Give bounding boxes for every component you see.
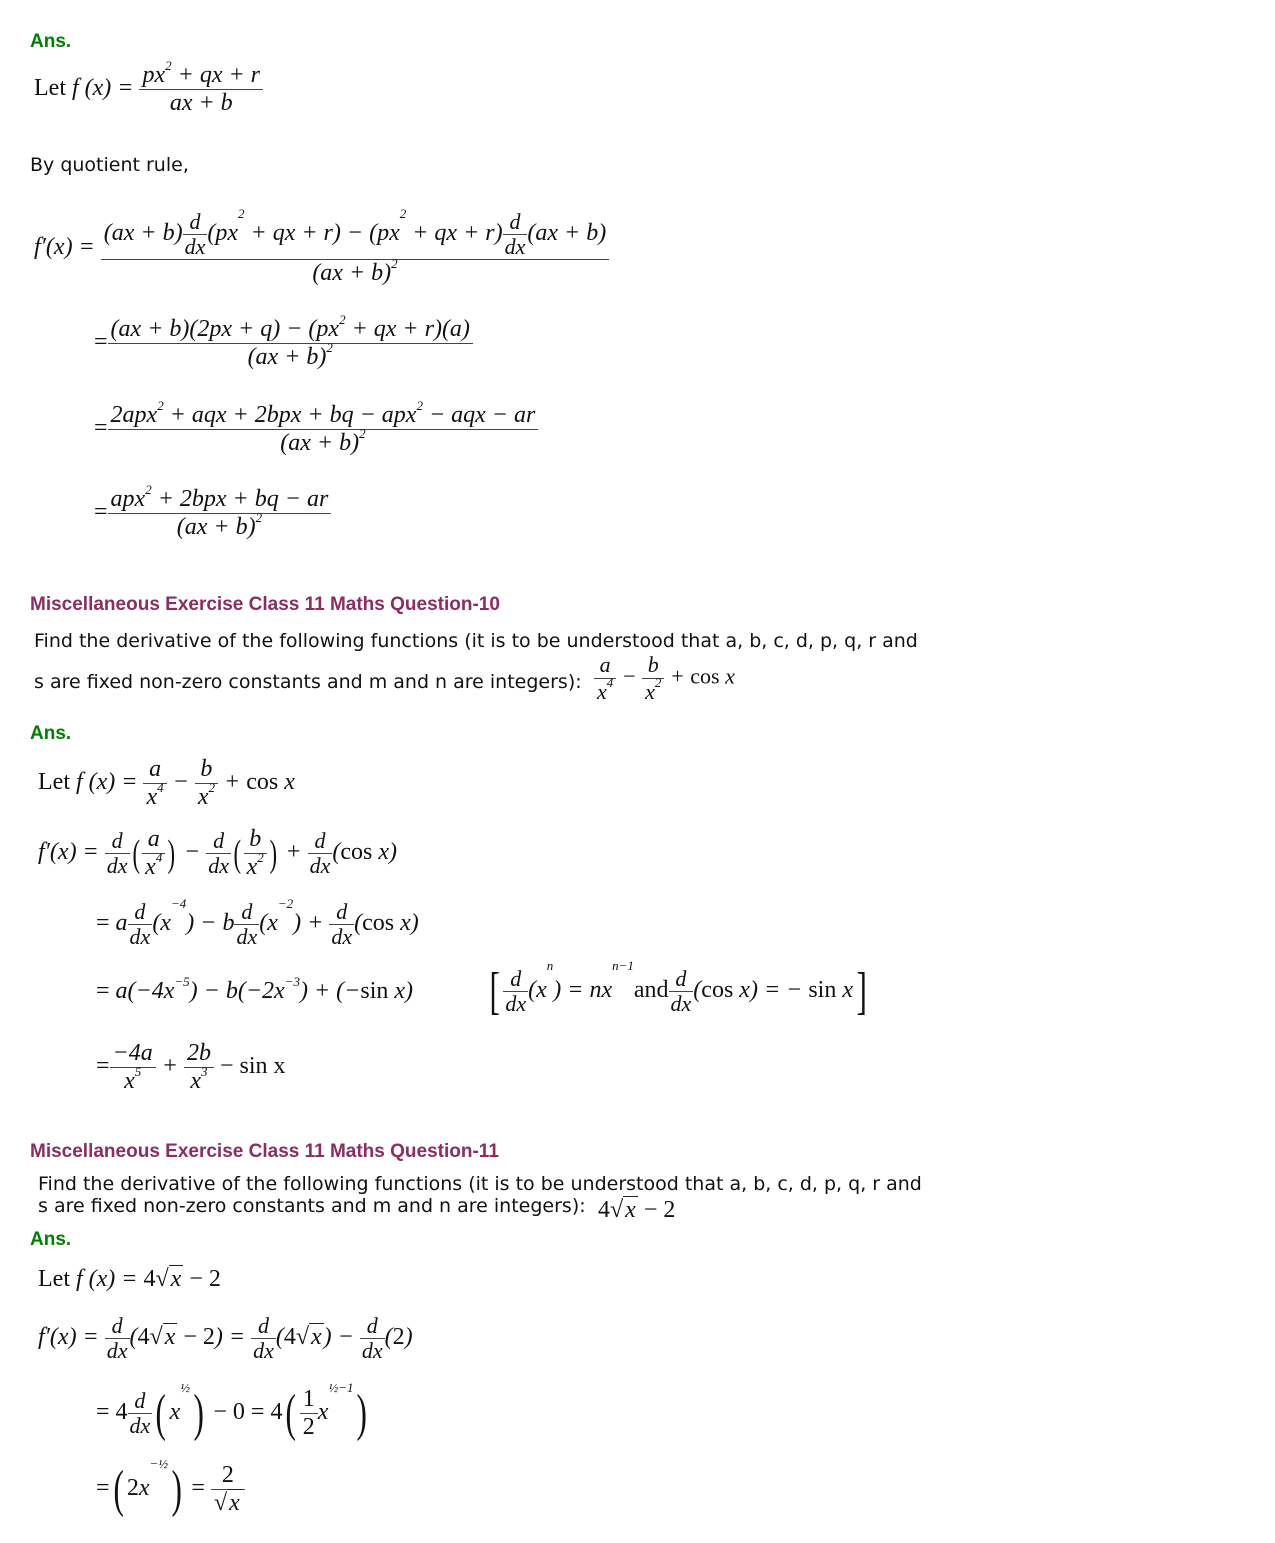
fx-fraction: $\frac{px^2 + qx + r}{ax + b}$ [139, 62, 263, 117]
ans-label-1: Ans. [30, 31, 72, 52]
q10-step-4: = $\frac{-4a}{x^5}$ + $\frac{2b}{x^3}$ − sin x [96, 1040, 286, 1094]
derivative-step-3: = $\frac{2apx^2 + aqx + 2bpx + bq - apx^2 - aqx - ar}{(ax + b)^2}$ [94, 402, 538, 457]
q10-function: $\frac{a}{x^4}$ − $\frac{b}{x^2}$ + cos x [594, 652, 735, 705]
q10-step-2: = a $\frac{d}{dx}$ $(x^{-4}) - b$ $\frac{d}{dx}$ $(x^{-2})$ + $\frac{d}{dx}$ (cos x) [96, 896, 419, 949]
q10-let: Let f (x) = $\frac{a}{x^4}$ − $\frac{b}{x^2}$ + cos x [38, 756, 295, 810]
q11-step-2: = 4 $\frac{d}{dx}$ ( $x^{\frac{1}{2}}) - 0 = 4$( $\frac{1}{2}$ $x^{\frac{1}{2}-1}$) [96, 1380, 368, 1442]
q11-let: Let f (x) = 4√x − 2 [38, 1266, 221, 1292]
q11-step-3: =( $2x^{-\frac{1}{2}}$) = $\frac{2}{√x}$ [96, 1460, 245, 1519]
q10-bracket-note: [ $\frac{d}{dx}$ $(x^n) = nx^{n-1}and$ $\frac{d}{dx}$ (cos x) = − sin x] [489, 958, 867, 1020]
ans-label-q10: Ans. [30, 723, 72, 744]
q10-text-line1: Find the derivative of the following functions (it is to be understood that a, b, c, d, p, q, r and [34, 630, 918, 652]
let-fx-quotient: Let f (x) = $\frac{px^2 + qx + r}{ax + b}$ [34, 62, 263, 117]
q10-text-line2: s are fixed non-zero constants and m and n are integers): [34, 671, 582, 693]
bracket-and-text: and [633, 977, 669, 1004]
derivative-step-4: = $\frac{apx^2 + 2bpx + bq - ar}{(ax + b)^2}$ [94, 486, 331, 541]
q10-final-tail: − sin x [219, 1053, 286, 1080]
derivative-step-1: f′(x) = (ax + b) $\frac{d}{dx}$ ($px^2$ + qx + $r) - (px^2$ + qx + r) $\frac{d}{dx}$ (ax + b) (ax + b)$^2$ [34, 210, 609, 287]
quotient-rule-text: By quotient rule, [30, 154, 189, 176]
q11-text-line1: Find the derivative of the following functions (it is to be understood that a, b, c, d, p, q, r and [38, 1173, 922, 1195]
derivative-step-2: = $\frac{(ax + b)(2px + q) - (px^2 + qx + r)(a)}{(ax + b)^2}$ [94, 316, 473, 371]
q10-step-1: f′(x) = $\frac{d}{dx}$ ( $\frac{a}{x^4}$ ) − $\frac{d}{dx}$ ( $\frac{b}{x^2}$ ) + $\frac{d}{dx}$ (cos x) [38, 826, 398, 880]
q11-title: Miscellaneous Exercise Class 11 Maths Question-11 [30, 1141, 499, 1162]
q11-function: 4√x − 2 [598, 1197, 676, 1223]
q11-text-line2: s are fixed non-zero constants and m and n are integers): [38, 1195, 586, 1217]
ans-label-q11: Ans. [30, 1229, 72, 1250]
q10-step-3: = $a(-4x^{-5}) - b(-2x^{-3}) + (-\sin$ x) [96, 974, 414, 1004]
q11-step-1: f′(x) = $\frac{d}{dx}$ (4√x − 2) = $\frac{d}{dx}$ (4√x) − $\frac{d}{dx}$ (2) [38, 1313, 413, 1363]
q10-title: Miscellaneous Exercise Class 11 Maths Question-10 [30, 594, 500, 615]
